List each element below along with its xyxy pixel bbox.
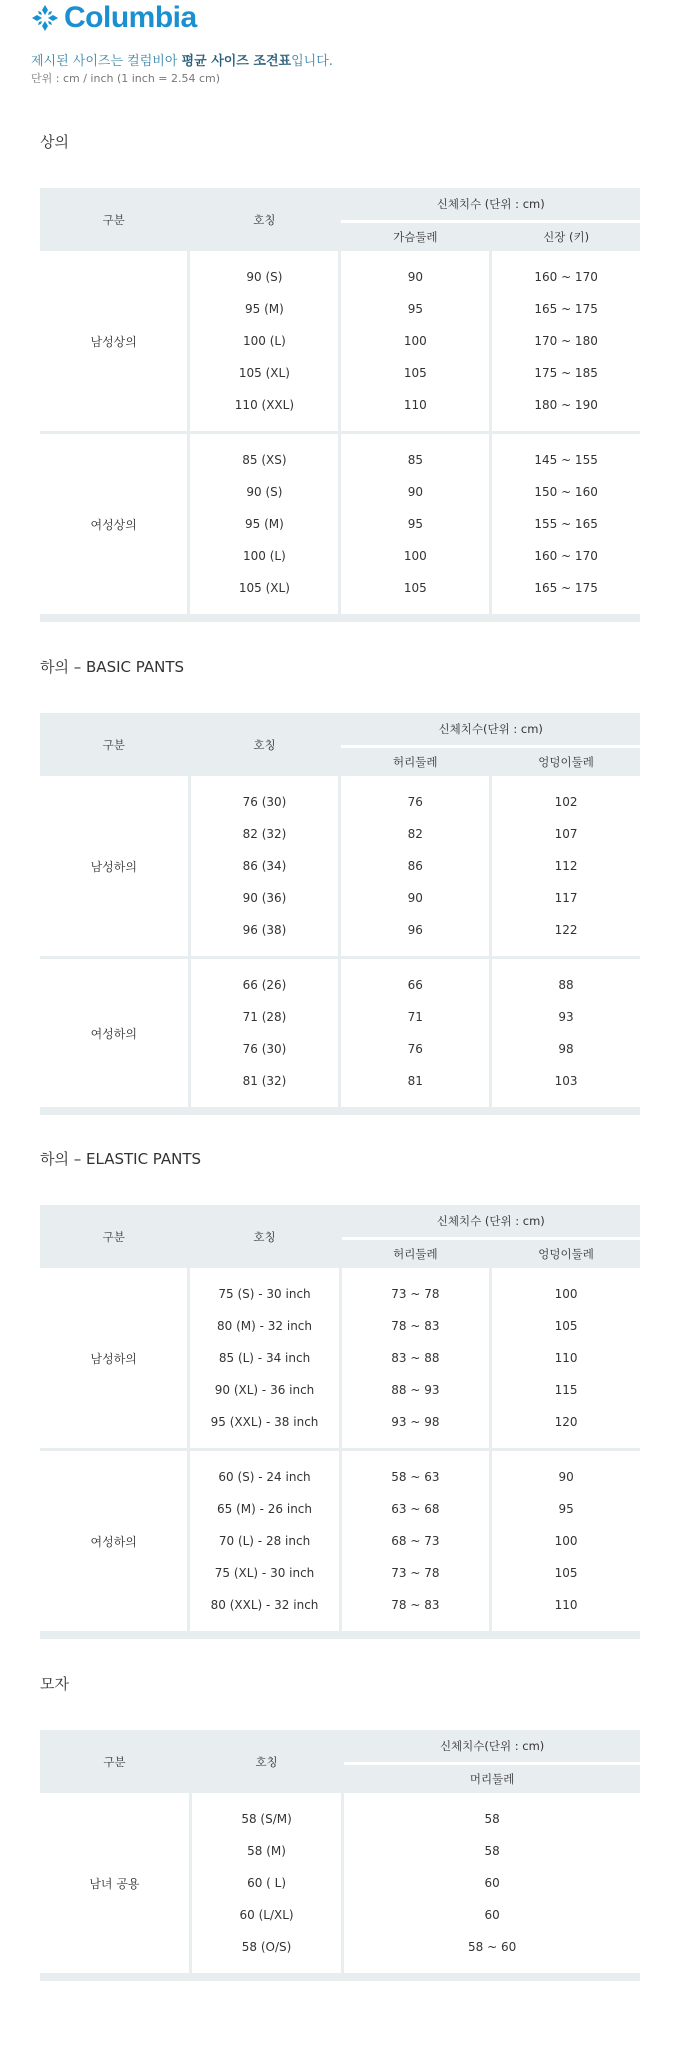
value-cell: 107 <box>492 818 640 850</box>
value-cell: 115 <box>492 1374 640 1406</box>
intro-bold: 평균 사이즈 조견표 <box>181 54 292 69</box>
value-cell: 110 <box>492 1589 640 1621</box>
unit-note: 단위 : cm / inch (1 inch = 2.54 cm) <box>31 72 221 85</box>
header-col3: 가슴둘레 <box>341 223 492 251</box>
value-cell: 93 ~ 98 <box>342 1406 493 1438</box>
table-row <box>40 1278 640 1310</box>
header-category: 구분 <box>40 1205 190 1268</box>
size-cell: 81 (32) <box>191 1065 342 1097</box>
size-cell: 100 (L) <box>190 540 341 572</box>
value-cell: 165 ~ 175 <box>492 572 640 604</box>
size-cell: 80 (XXL) - 32 inch <box>190 1589 341 1621</box>
value-cell: 88 ~ 93 <box>342 1374 493 1406</box>
value-cell: 100 <box>492 1525 640 1557</box>
section-title-elastic-pants: 하의 – ELASTIC PANTS <box>40 1150 202 1168</box>
size-cell: 100 (L) <box>190 325 341 357</box>
value-cell: 58 ~ 60 <box>344 1931 640 1963</box>
value-cell: 85 <box>341 444 492 476</box>
group-label: 남성하의 <box>40 1278 190 1438</box>
size-cell: 90 (XL) - 36 inch <box>190 1374 341 1406</box>
value-cell: 98 <box>492 1033 640 1065</box>
size-cell: 110 (XXL) <box>190 389 341 421</box>
value-cell: 105 <box>341 572 492 604</box>
value-cell: 76 <box>341 786 492 818</box>
value-cell: 90 <box>341 476 492 508</box>
size-cell: 75 (XL) - 30 inch <box>190 1557 341 1589</box>
group-label: 여성하의 <box>40 1461 190 1621</box>
value-cell: 60 <box>344 1867 640 1899</box>
table-row <box>40 444 640 476</box>
header-size: 호칭 <box>192 1730 344 1793</box>
value-cell: 170 ~ 180 <box>492 325 640 357</box>
value-cell: 165 ~ 175 <box>492 293 640 325</box>
value-cell: 150 ~ 160 <box>492 476 640 508</box>
value-cell: 122 <box>492 914 640 946</box>
group-label: 남성상의 <box>40 261 190 421</box>
size-cell: 60 ( L) <box>192 1867 344 1899</box>
value-cell: 117 <box>492 882 640 914</box>
size-cell: 60 (L/XL) <box>192 1899 344 1931</box>
value-cell: 82 <box>341 818 492 850</box>
group-label: 남녀 공용 <box>40 1803 192 1963</box>
group-label: 남성하의 <box>40 786 191 946</box>
size-cell: 95 (XXL) - 38 inch <box>190 1406 341 1438</box>
header-size: 호칭 <box>190 1205 341 1268</box>
value-cell: 100 <box>341 325 492 357</box>
size-cell: 90 (S) <box>190 476 341 508</box>
header-category: 구분 <box>40 713 191 776</box>
value-cell: 73 ~ 78 <box>342 1278 493 1310</box>
intro-part2: 입니다. <box>291 54 333 69</box>
value-cell: 95 <box>341 293 492 325</box>
header-size: 호칭 <box>191 713 342 776</box>
size-cell: 58 (O/S) <box>192 1931 344 1963</box>
size-cell: 80 (M) - 32 inch <box>190 1310 341 1342</box>
value-cell: 103 <box>492 1065 640 1097</box>
value-cell: 95 <box>492 1493 640 1525</box>
value-cell: 71 <box>341 1001 492 1033</box>
size-cell: 65 (M) - 26 inch <box>190 1493 341 1525</box>
size-cell: 76 (30) <box>191 1033 342 1065</box>
table-row <box>40 786 640 818</box>
section-title-hats: 모자 <box>40 1675 69 1693</box>
value-cell: 120 <box>492 1406 640 1438</box>
size-cell: 105 (XL) <box>190 357 341 389</box>
brand-name: Columbia <box>64 1 197 34</box>
size-table-elastic-pants <box>40 1205 640 1639</box>
value-cell: 78 ~ 83 <box>342 1589 493 1621</box>
table-row <box>40 969 640 1001</box>
value-cell: 180 ~ 190 <box>492 389 640 421</box>
table-row <box>40 1803 640 1835</box>
value-cell: 76 <box>341 1033 492 1065</box>
size-cell: 82 (32) <box>191 818 342 850</box>
header-body: 신체치수 (단위 : cm) <box>341 188 640 223</box>
size-cell: 96 (38) <box>191 914 342 946</box>
columbia-logo <box>30 0 197 36</box>
value-cell: 155 ~ 165 <box>492 508 640 540</box>
value-cell: 58 ~ 63 <box>342 1461 493 1493</box>
size-cell: 90 (S) <box>190 261 341 293</box>
size-cell: 95 (M) <box>190 508 341 540</box>
size-table-hats <box>40 1730 640 1981</box>
intro-part1: 제시된 사이즈는 컬럼비아 <box>31 54 182 69</box>
header-col3: 허리둘레 <box>341 748 492 776</box>
table-row <box>40 1461 640 1493</box>
header-category: 구분 <box>40 188 190 251</box>
value-cell: 105 <box>341 357 492 389</box>
value-cell: 160 ~ 170 <box>492 540 640 572</box>
value-cell: 112 <box>492 850 640 882</box>
header-col4: 엉덩이둘레 <box>492 748 640 776</box>
size-cell: 76 (30) <box>191 786 342 818</box>
value-cell: 83 ~ 88 <box>342 1342 493 1374</box>
value-cell: 96 <box>341 914 492 946</box>
size-cell: 75 (S) - 30 inch <box>190 1278 341 1310</box>
section-title-tops: 상의 <box>40 133 69 151</box>
header-body: 신체치수(단위 : cm) <box>344 1730 640 1765</box>
columbia-diamond-logo-icon <box>30 3 60 33</box>
value-cell: 145 ~ 155 <box>492 444 640 476</box>
value-cell: 95 <box>341 508 492 540</box>
value-cell: 175 ~ 185 <box>492 357 640 389</box>
header-body: 신체치수 (단위 : cm) <box>342 1205 640 1240</box>
header-col3: 허리둘레 <box>342 1240 493 1268</box>
intro-text <box>31 50 333 69</box>
size-table-tops <box>40 188 640 622</box>
value-cell: 160 ~ 170 <box>492 261 640 293</box>
value-cell: 88 <box>492 969 640 1001</box>
value-cell: 66 <box>341 969 492 1001</box>
value-cell: 68 ~ 73 <box>342 1525 493 1557</box>
value-cell: 81 <box>341 1065 492 1097</box>
size-cell: 85 (XS) <box>190 444 341 476</box>
value-cell: 105 <box>492 1557 640 1589</box>
header-col3: 머리둘레 <box>344 1765 640 1793</box>
size-table-basic-pants <box>40 713 640 1115</box>
group-label: 여성하의 <box>40 969 191 1097</box>
size-cell: 86 (34) <box>191 850 342 882</box>
value-cell: 73 ~ 78 <box>342 1557 493 1589</box>
value-cell: 90 <box>341 261 492 293</box>
value-cell: 60 <box>344 1899 640 1931</box>
size-cell: 58 (M) <box>192 1835 344 1867</box>
value-cell: 102 <box>492 786 640 818</box>
size-cell: 66 (26) <box>191 969 342 1001</box>
header-size: 호칭 <box>190 188 341 251</box>
header-col4: 신장 (키) <box>492 223 640 251</box>
value-cell: 90 <box>492 1461 640 1493</box>
size-cell: 95 (M) <box>190 293 341 325</box>
value-cell: 63 ~ 68 <box>342 1493 493 1525</box>
group-label: 여성상의 <box>40 444 190 604</box>
value-cell: 105 <box>492 1310 640 1342</box>
value-cell: 100 <box>492 1278 640 1310</box>
header-col4: 엉덩이둘레 <box>492 1240 640 1268</box>
size-cell: 70 (L) - 28 inch <box>190 1525 341 1557</box>
value-cell: 100 <box>341 540 492 572</box>
value-cell: 58 <box>344 1835 640 1867</box>
header-category: 구분 <box>40 1730 192 1793</box>
size-cell: 85 (L) - 34 inch <box>190 1342 341 1374</box>
size-cell: 71 (28) <box>191 1001 342 1033</box>
size-cell: 58 (S/M) <box>192 1803 344 1835</box>
section-title-basic-pants: 하의 – BASIC PANTS <box>40 658 185 676</box>
size-cell: 60 (S) - 24 inch <box>190 1461 341 1493</box>
table-row <box>40 261 640 293</box>
value-cell: 93 <box>492 1001 640 1033</box>
size-cell: 105 (XL) <box>190 572 341 604</box>
value-cell: 58 <box>344 1803 640 1835</box>
value-cell: 86 <box>341 850 492 882</box>
value-cell: 110 <box>341 389 492 421</box>
size-cell: 90 (36) <box>191 882 342 914</box>
value-cell: 78 ~ 83 <box>342 1310 493 1342</box>
value-cell: 110 <box>492 1342 640 1374</box>
value-cell: 90 <box>341 882 492 914</box>
header-body: 신체치수(단위 : cm) <box>341 713 640 748</box>
